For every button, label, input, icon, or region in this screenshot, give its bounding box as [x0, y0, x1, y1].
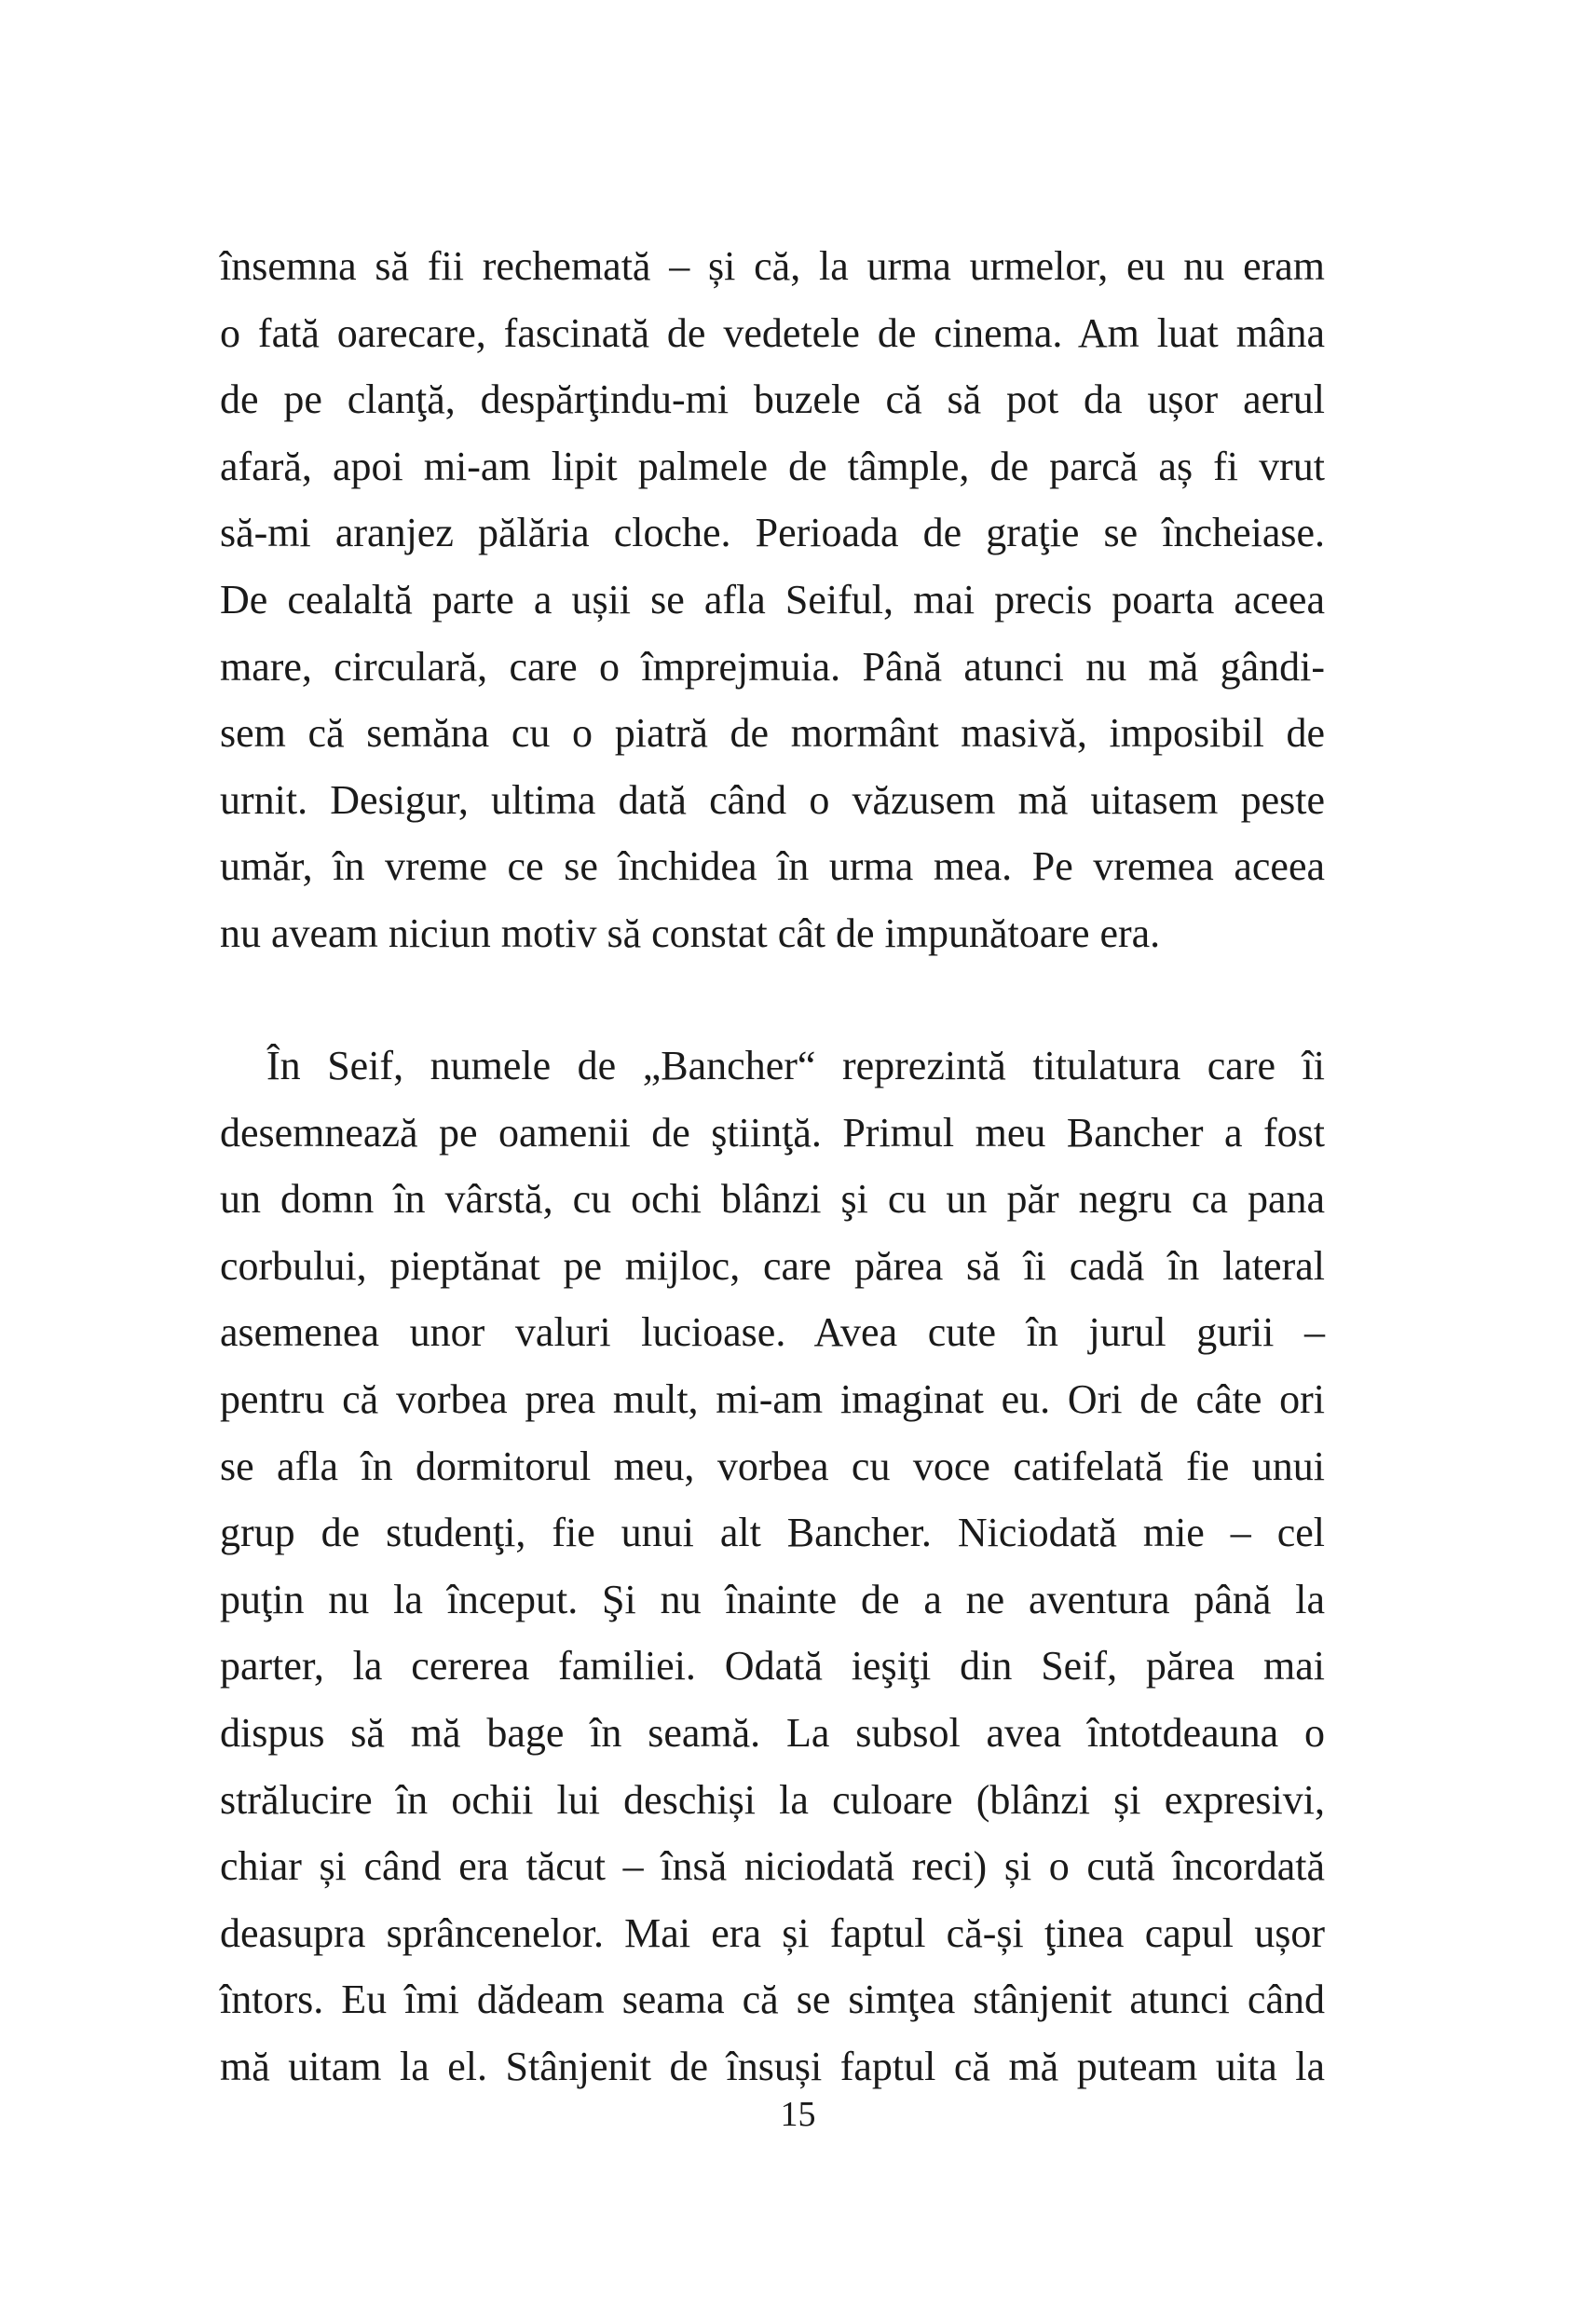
- text-line: o fată oarecare, fascinată de vedetele de cinema. Am luat mâna: [220, 309, 1325, 356]
- text-line: un domn în vârstă, cu ochi blânzi şi cu un păr negru ca pana: [220, 1176, 1325, 1223]
- text-line: De cealaltă parte a ușii se afla Seiful, mai precis poarta aceea: [220, 576, 1325, 622]
- page-number: 15: [780, 2095, 816, 2134]
- text-line: să-mi aranjez pălăria cloche. Perioada de graţie se încheiase.: [220, 510, 1325, 556]
- text-line: dispus să mă bage în seamă. La subsol avea întotdeauna o: [220, 1709, 1325, 1756]
- text-line: În Seif, numele de „Bancher“ reprezintă titulatura care îi: [266, 1043, 1325, 1088]
- text-line: strălucire în ochii lui deschiși la culoare (blânzi și expresivi,: [220, 1776, 1325, 1823]
- text-line: însemna să fii rechemată – și că, la urma urmelor, eu nu eram: [220, 243, 1325, 289]
- text-line: urnit. Desigur, ultima dată când o văzusem mă uitasem peste: [220, 776, 1325, 823]
- text-line: mare, circulară, care o împrejmuia. Până atunci nu mă gândi-: [220, 643, 1325, 690]
- text-line: afară, apoi mi-am lipit palmele de tâmple, de parcă aș fi vrut: [220, 443, 1325, 489]
- text-line: pentru că vorbea prea mult, mi-am imaginat eu. Ori de câte ori: [220, 1375, 1325, 1422]
- text-line: asemenea unor valuri lucioase. Avea cute în jurul gurii –: [220, 1309, 1325, 1356]
- text-line: de pe clanţă, despărţindu-mi buzele că să pot da ușor aerul: [220, 376, 1325, 423]
- text-line: desemnează pe oamenii de ştiinţă. Primul meu Bancher a fost: [220, 1109, 1325, 1156]
- text-line: deasupra sprâncenelor. Mai era și faptul că-și ţinea capul ușor: [220, 1909, 1325, 1956]
- text-line: parter, la cererea familiei. Odată ieşiţi din Seif, părea mai: [220, 1643, 1325, 1690]
- paragraph-2: [220, 1033, 1325, 2100]
- text-line: sem că semăna cu o piatră de mormânt masivă, imposibil de: [220, 710, 1325, 757]
- text-line: chiar și când era tăcut – însă niciodată reci) și o cută încordată: [220, 1843, 1325, 1890]
- text-line: nu aveam niciun motiv să constat cât de impunătoare era.: [220, 910, 1161, 956]
- text-line: puţin nu la început. Şi nu înainte de a ne aventura până la: [220, 1576, 1325, 1622]
- text-line: întors. Eu îmi dădeam seama că se simţea stânjenit atunci când: [220, 1977, 1325, 2023]
- text-line: umăr, în vreme ce se închidea în urma mea. Pe vremea aceea: [220, 843, 1325, 890]
- text-line: se afla în dormitorul meu, vorbea cu voce catifelată fie unui: [220, 1443, 1325, 1489]
- paragraph-1: [220, 233, 1325, 967]
- text-line: corbului, pieptănat pe mijloc, care părea să îi cadă în lateral: [220, 1242, 1325, 1289]
- text-line: mă uitam la el. Stânjenit de însuși faptul că mă puteam uita la: [220, 2043, 1325, 2089]
- text-line: grup de studenţi, fie unui alt Bancher. Niciodată mie – cel: [220, 1510, 1325, 1556]
